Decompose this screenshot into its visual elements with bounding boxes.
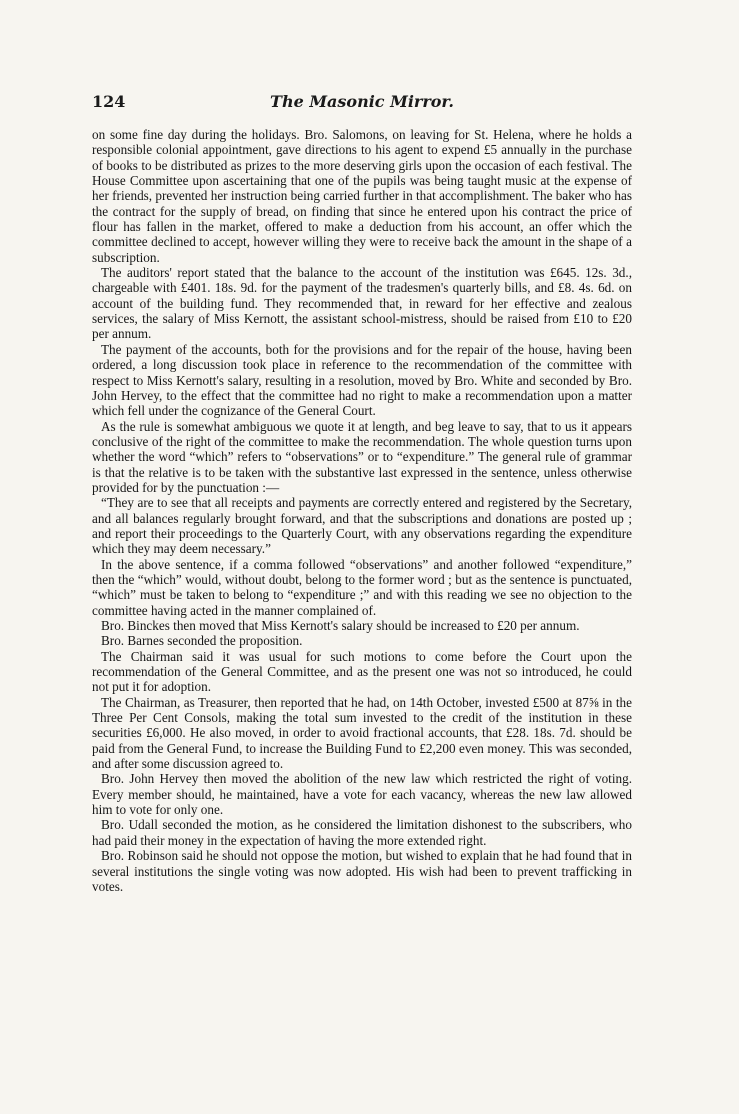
paragraph: Bro. Barnes seconded the proposition. [101, 633, 303, 649]
paragraph: The payment of the accounts, both for the provisions and for the repair of the house, having been ordered, a long discussion took place in reference to the recommendation of the committee with respect to Miss Kernott's salary, resulting in a resolution, moved by Bro. White and seconded by Bro. John Hervey, to the effect that the committee had no right to make a recommendation upon a matter which fell under the cognizance of the General Court. [92, 341, 632, 419]
paragraph: Bro. Udall seconded the motion, as he considered the limitation dishonest to the subscribers, who had paid their money in the expectation of having the more extended right. [92, 817, 632, 848]
quoted-rule: “They are to see that all receipts and payments are correctly entered and registered by the Secretary, and all balances regularly brought forward, and that the subscriptions and donations are posted up ; and report their proceedings to the Quarterly Court, with any observations regarding the expenditure which they may deem necessary.” [92, 495, 632, 557]
paragraph: Bro. John Hervey then moved the abolition of the new law which restricted the right of voting. Every member should, he maintained, have a vote for each vacancy, whereas the new law allowed him to vote for only one. [92, 771, 632, 818]
page-header [92, 92, 632, 120]
page-number: 124 [92, 92, 126, 111]
paragraph: on some fine day during the holidays. Bro. Salomons, on leaving for St. Helena, where he holds a responsible colonial appointment, gave directions to his agent to expend £5 annually in the purchase of books to be distributed as prizes to the more deserving girls upon the occasion of each festival. The House Committee upon ascertaining that one of the pupils was being taught music at the expense of her friends, prevented her instruction being carried further in that accomplishment. The baker who has the contract for the supply of bread, on finding that since he entered upon his contract the price of flour has fallen in the market, offered to make a deduction from his account, an offer which the committee declined to accept, however willing they were to receive back the amount in the shape of a subscription. [92, 127, 632, 265]
article-body [92, 127, 632, 894]
paragraph: Bro. Robinson said he should not oppose the motion, but wished to explain that he had found that in several institutions the single voting was now adopted. His wish had been to prevent trafficking in votes. [92, 848, 632, 894]
paragraph: The Chairman, as Treasurer, then reported that he had, on 14th October, invested £500 at 87⅝ in the Three Per Cent Consols, making the total sum invested to the credit of the institution in these securities £6,000. He also moved, in order to avoid fractional accounts, that £28. 18s. 7d. should be paid from the General Fund, to increase the Building Fund to £2,200 even money. This was seconded, and after some discussion agreed to. [92, 694, 632, 772]
running-title: The Masonic Mirror. [270, 92, 454, 111]
paragraph: The Chairman said it was usual for such motions to come before the Court upon the recommendation of the General Committee, and as the present one was not so introduced, he could not put it for adoption. [92, 648, 632, 695]
paragraph: As the rule is somewhat ambiguous we quote it at length, and beg leave to say, that to us it appears conclusive of the right of the committee to make the recommendation. The whole question turns upon whether the word “which” refers to “observations” or to “expenditure.” The general rule of grammar is that the relative is to be taken with the substantive last expressed in the sentence, unless otherwise provided for by the punctuation :— [92, 418, 632, 495]
paragraph: Bro. Binckes then moved that Miss Kernott's salary should be increased to £20 per annum. [101, 618, 580, 633]
paragraph: In the above sentence, if a comma followed “observations” and another followed “expenditure,” then the “which” would, without doubt, belong to the former word ; but as the sentence is punctuated, “which” must be taken to belong to “expenditure ;” and with this reading we see no objection to the committee having acted in the manner complained of. [92, 556, 632, 618]
paragraph: The auditors' report stated that the balance to the account of the institution was £645. 12s. 3d., chargeable with £401. 18s. 9d. for the payment of the tradesmen's quarterly bills, and £8. 4s. 6d. on account of the building fund. They recommended that, in reward for her effective and zealous services, the salary of Miss Kernott, the assistant school-mistress, should be raised from £10 to £20 per annum. [92, 265, 632, 342]
